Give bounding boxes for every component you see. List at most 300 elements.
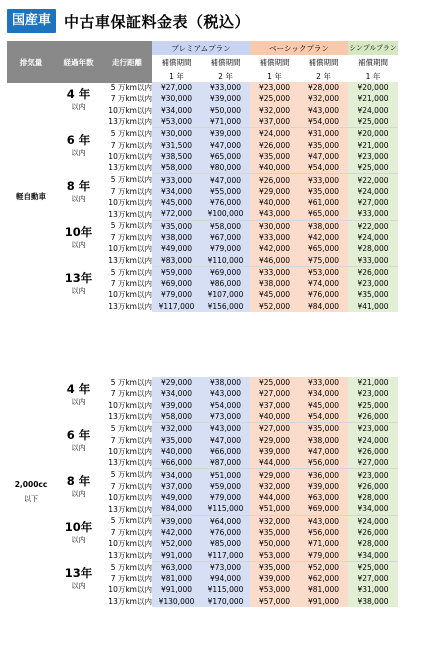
mileage-cell: 10万km以内 <box>108 446 152 456</box>
price-cell: ¥40,000 <box>250 197 299 208</box>
years-suffix: 以内 <box>71 287 86 296</box>
price-cell: ¥61,000 <box>299 197 348 208</box>
price-cell: ¥91,000 <box>152 584 201 595</box>
price-cell: ¥47,000 <box>201 139 250 150</box>
displacement-class-name: 軽自動車 <box>16 192 46 202</box>
category-badge: 国産車 <box>7 9 56 33</box>
price-cell: ¥24,000 <box>348 434 398 445</box>
price-cell: ¥81,000 <box>152 573 201 584</box>
price-cell: ¥27,000 <box>348 457 398 469</box>
price-cell: ¥28,000 <box>348 538 398 549</box>
price-cell: ¥35,000 <box>250 527 299 538</box>
price-cell: ¥43,000 <box>299 105 348 116</box>
years-group <box>55 174 102 220</box>
price-cell: ¥156,000 <box>201 301 250 312</box>
price-cell: ¥23,000 <box>250 82 299 93</box>
price-cell: ¥54,000 <box>201 400 250 411</box>
price-cell: ¥87,000 <box>201 457 250 469</box>
years-suffix: 以内 <box>71 241 86 250</box>
table-row <box>7 266 398 278</box>
price-cell: ¥76,000 <box>299 289 348 300</box>
price-cell: ¥91,000 <box>152 549 201 561</box>
price-cell: ¥58,000 <box>201 220 250 232</box>
price-cell: ¥23,000 <box>348 423 398 435</box>
price-cell: ¥37,000 <box>250 400 299 411</box>
period-label: 補償期間 <box>259 57 290 67</box>
price-cell: ¥50,000 <box>250 538 299 549</box>
price-cell: ¥107,000 <box>201 289 250 300</box>
price-cell: ¥20,000 <box>348 82 398 93</box>
price-cell: ¥65,000 <box>299 243 348 254</box>
price-cell: ¥49,000 <box>152 243 201 254</box>
mileage-cell: 10万km以内 <box>108 585 152 595</box>
price-cell: ¥56,000 <box>299 527 348 538</box>
price-cell: ¥80,000 <box>201 162 250 174</box>
price-cell: ¥34,000 <box>152 105 201 116</box>
price-cell: ¥65,000 <box>299 208 348 220</box>
years-value: 4 年 <box>66 87 91 101</box>
price-cell: ¥71,000 <box>201 116 250 128</box>
price-cell: ¥130,000 <box>152 596 201 607</box>
col-head-displacement: 排気量 <box>7 41 55 83</box>
price-cell: ¥117,000 <box>152 301 201 312</box>
price-cell: ¥26,000 <box>348 481 398 492</box>
price-cell: ¥40,000 <box>250 162 299 174</box>
price-cell: ¥29,000 <box>250 434 299 445</box>
mileage-cell: 7 万km以内 <box>110 279 152 289</box>
price-cell: ¥38,000 <box>152 232 201 243</box>
mileage-cell: 10万km以内 <box>108 400 152 410</box>
price-cell: ¥50,000 <box>201 105 250 116</box>
price-cell: ¥43,000 <box>299 515 348 527</box>
price-cell: ¥39,000 <box>152 515 201 527</box>
mileage-cell: 5 万km以内 <box>110 378 152 388</box>
mileage-cell: 10万km以内 <box>108 290 152 300</box>
price-cell: ¥40,000 <box>250 411 299 423</box>
price-cell: ¥100,000 <box>201 208 250 220</box>
price-cell: ¥64,000 <box>201 515 250 527</box>
price-cell: ¥45,000 <box>299 400 348 411</box>
price-cell: ¥25,000 <box>348 116 398 128</box>
price-cell: ¥38,000 <box>250 278 299 289</box>
years-group <box>55 469 102 515</box>
years-suffix: 以内 <box>71 103 86 111</box>
price-cell: ¥26,000 <box>250 139 299 150</box>
price-cell: ¥26,000 <box>250 174 299 186</box>
mileage-cell: 7 万km以内 <box>110 186 152 196</box>
years-value: 10年 <box>64 225 93 240</box>
price-cell: ¥66,000 <box>152 457 201 469</box>
mileage-cell: 13万km以内 <box>108 209 152 219</box>
price-cell: ¥72,000 <box>152 208 201 220</box>
mileage-cell: 5 万km以内 <box>110 470 152 480</box>
price-cell: ¥84,000 <box>152 503 201 515</box>
years-value: 6 年 <box>66 132 91 147</box>
price-cell: ¥47,000 <box>299 446 348 457</box>
price-cell: ¥54,000 <box>299 411 348 423</box>
years-suffix: 以内 <box>71 398 86 406</box>
years-suffix: 以内 <box>71 536 86 545</box>
price-cell: ¥57,000 <box>250 596 299 607</box>
price-cell: ¥27,000 <box>250 388 299 399</box>
mileage-cell: 10万km以内 <box>108 151 152 161</box>
years-suffix: 以内 <box>71 443 86 452</box>
displacement-class <box>7 82 55 312</box>
price-cell: ¥117,000 <box>201 549 250 561</box>
price-cell: ¥53,000 <box>152 116 201 128</box>
price-cell: ¥24,000 <box>348 186 398 197</box>
price-cell: ¥76,000 <box>201 197 250 208</box>
price-cell: ¥42,000 <box>299 232 348 243</box>
price-cell: ¥23,000 <box>348 278 398 289</box>
years-value: 10年 <box>64 520 93 535</box>
price-cell: ¥59,000 <box>152 266 201 278</box>
price-cell: ¥22,000 <box>348 174 398 186</box>
plan-simple-name: シンプルプラン <box>348 41 398 55</box>
price-cell: ¥33,000 <box>348 254 398 266</box>
price-cell: ¥21,000 <box>348 93 398 104</box>
price-cell: ¥38,500 <box>152 151 201 162</box>
period-label: 補償期間 <box>308 57 339 67</box>
price-cell: ¥47,000 <box>201 174 250 186</box>
price-cell: ¥27,000 <box>152 82 201 93</box>
price-cell: ¥42,000 <box>152 527 201 538</box>
mileage-cell: 5 万km以内 <box>110 562 152 572</box>
years-value: 13年 <box>64 566 93 581</box>
mileage-cell: 5 万km以内 <box>110 129 152 139</box>
period-label: 補償期間 <box>210 57 241 67</box>
table-row <box>7 128 398 140</box>
price-cell: ¥25,000 <box>250 377 299 388</box>
price-cell: ¥29,000 <box>250 469 299 481</box>
price-cell: ¥27,000 <box>348 197 398 208</box>
mileage-cell: 7 万km以内 <box>110 140 152 150</box>
mileage-cell: 5 万km以内 <box>110 175 152 185</box>
period-label: 補償期間 <box>358 57 388 67</box>
price-cell: ¥21,000 <box>348 377 398 388</box>
price-cell: ¥43,000 <box>201 388 250 399</box>
period-value: 2 年 <box>218 71 233 81</box>
price-cell: ¥75,000 <box>299 254 348 266</box>
price-cell: ¥33,000 <box>201 82 250 93</box>
mileage-cell: 7 万km以内 <box>110 574 152 584</box>
displacement-class-name: 2,000cc <box>14 479 48 489</box>
price-cell: ¥115,000 <box>201 503 250 515</box>
years-value: 4 年 <box>66 382 91 396</box>
price-cell: ¥35,000 <box>299 139 348 150</box>
mileage-cell: 13万km以内 <box>108 255 152 265</box>
mileage-cell: 10万km以内 <box>108 198 152 208</box>
price-cell: ¥79,000 <box>299 549 348 561</box>
price-cell: ¥35,000 <box>299 186 348 197</box>
price-cell: ¥170,000 <box>201 596 250 607</box>
plan-header-table <box>7 41 398 83</box>
price-cell: ¥40,000 <box>152 446 201 457</box>
price-cell: ¥73,000 <box>201 411 250 423</box>
price-cell: ¥31,500 <box>152 139 201 150</box>
price-cell: ¥34,000 <box>152 388 201 399</box>
price-cell: ¥69,000 <box>152 278 201 289</box>
price-cell: ¥29,000 <box>152 377 201 388</box>
price-cell: ¥36,000 <box>299 469 348 481</box>
price-cell: ¥76,000 <box>201 527 250 538</box>
mileage-cell: 13万km以内 <box>108 458 152 468</box>
price-cell: ¥39,000 <box>152 400 201 411</box>
price-cell: ¥33,000 <box>250 232 299 243</box>
price-cell: ¥86,000 <box>201 278 250 289</box>
price-cell: ¥31,000 <box>299 128 348 140</box>
page-title: 中古車保証料金表（税込） <box>64 12 251 31</box>
price-cell: ¥69,000 <box>299 503 348 515</box>
price-cell: ¥35,000 <box>250 561 299 573</box>
years-suffix: 以内 <box>71 148 86 157</box>
mileage-cell: 10万km以内 <box>108 105 152 115</box>
price-cell: ¥25,000 <box>348 400 398 411</box>
mileage-cell: 5 万km以内 <box>110 267 152 277</box>
price-cell: ¥46,000 <box>250 254 299 266</box>
price-cell: ¥32,000 <box>152 423 201 435</box>
mileage-cell: 10万km以内 <box>108 244 152 254</box>
price-cell: ¥63,000 <box>299 492 348 503</box>
price-cell: ¥67,000 <box>201 232 250 243</box>
mileage-cell: 13万km以内 <box>108 412 152 422</box>
price-cell: ¥28,000 <box>348 492 398 503</box>
price-cell: ¥52,000 <box>152 538 201 549</box>
price-cell: ¥34,000 <box>152 469 201 481</box>
price-cell: ¥53,000 <box>299 266 348 278</box>
mileage-cell: 5 万km以内 <box>110 83 152 93</box>
page-header <box>7 8 250 34</box>
price-cell: ¥38,000 <box>299 434 348 445</box>
years-value: 8 年 <box>66 178 91 193</box>
price-cell: ¥53,000 <box>250 584 299 595</box>
years-group <box>55 266 102 312</box>
price-cell: ¥42,000 <box>250 243 299 254</box>
mileage-cell: 5 万km以内 <box>110 516 152 526</box>
plan-premium-name: プレミアムプラン <box>152 41 250 55</box>
table-row <box>7 423 398 435</box>
price-cell: ¥24,000 <box>348 515 398 527</box>
price-cell: ¥34,000 <box>299 388 348 399</box>
mileage-cell: 7 万km以内 <box>110 389 152 399</box>
years-suffix: 以内 <box>71 582 86 591</box>
price-cell: ¥41,000 <box>348 301 398 312</box>
table-row <box>7 515 398 527</box>
mileage-cell: 10万km以内 <box>108 493 152 503</box>
mileage-cell: 7 万km以内 <box>110 528 152 537</box>
years-group <box>55 82 102 128</box>
mileage-cell: 13万km以内 <box>108 163 152 173</box>
mileage-cell: 7 万km以内 <box>110 481 152 491</box>
col-head-mileage: 走行距離 <box>102 41 152 83</box>
price-cell: ¥28,000 <box>299 82 348 93</box>
price-cell: ¥39,000 <box>250 573 299 584</box>
mileage-cell: 13万km以内 <box>108 301 152 311</box>
price-cell: ¥20,000 <box>348 128 398 140</box>
price-cell: ¥31,000 <box>348 584 398 595</box>
period-value: 1 年 <box>169 71 184 81</box>
price-cell: ¥85,000 <box>201 538 250 549</box>
price-cell: ¥79,000 <box>201 492 250 503</box>
price-cell: ¥25,000 <box>348 162 398 174</box>
price-cell: ¥43,000 <box>250 208 299 220</box>
price-section-kei <box>7 82 398 312</box>
price-cell: ¥28,000 <box>348 243 398 254</box>
price-cell: ¥55,000 <box>201 186 250 197</box>
price-cell: ¥38,000 <box>201 377 250 388</box>
price-cell: ¥27,000 <box>348 573 398 584</box>
mileage-cell: 5 万km以内 <box>110 424 152 434</box>
table-row <box>7 561 398 573</box>
price-cell: ¥63,000 <box>152 561 201 573</box>
price-cell: ¥33,000 <box>250 266 299 278</box>
price-cell: ¥39,000 <box>201 128 250 140</box>
price-cell: ¥26,000 <box>348 266 398 278</box>
mileage-cell: 5 万km以内 <box>110 221 152 231</box>
mileage-cell: 7 万km以内 <box>110 94 152 104</box>
price-cell: ¥35,000 <box>299 423 348 435</box>
price-cell: ¥35,000 <box>152 220 201 232</box>
price-cell: ¥39,000 <box>201 93 250 104</box>
price-cell: ¥52,000 <box>250 301 299 312</box>
price-cell: ¥26,000 <box>348 446 398 457</box>
price-cell: ¥23,000 <box>348 388 398 399</box>
price-cell: ¥33,000 <box>152 174 201 186</box>
table-row <box>7 82 398 93</box>
mileage-cell: 7 万km以内 <box>110 435 152 445</box>
mileage-cell: 10万km以内 <box>108 539 152 549</box>
mileage-cell: 13万km以内 <box>108 504 152 514</box>
table-row <box>7 469 398 481</box>
period-value: 2 年 <box>316 71 331 81</box>
price-cell: ¥94,000 <box>201 573 250 584</box>
displacement-class <box>7 377 55 607</box>
price-cell: ¥24,000 <box>348 105 398 116</box>
price-cell: ¥66,000 <box>201 446 250 457</box>
years-group <box>55 515 102 561</box>
price-cell: ¥45,000 <box>250 289 299 300</box>
price-cell: ¥24,000 <box>348 232 398 243</box>
price-cell: ¥32,000 <box>250 105 299 116</box>
price-cell: ¥49,000 <box>152 492 201 503</box>
price-cell: ¥58,000 <box>152 162 201 174</box>
mileage-cell: 7 万km以内 <box>110 233 152 242</box>
price-cell: ¥54,000 <box>299 162 348 174</box>
period-label: 補償期間 <box>161 57 192 67</box>
price-cell: ¥38,000 <box>299 220 348 232</box>
price-cell: ¥26,000 <box>348 411 398 423</box>
price-cell: ¥47,000 <box>201 434 250 445</box>
price-cell: ¥39,000 <box>250 446 299 457</box>
price-cell: ¥27,000 <box>250 423 299 435</box>
price-cell: ¥65,000 <box>201 151 250 162</box>
years-group <box>55 377 102 423</box>
price-cell: ¥39,000 <box>299 481 348 492</box>
years-value: 6 年 <box>66 427 91 442</box>
price-cell: ¥21,000 <box>348 139 398 150</box>
price-cell: ¥22,000 <box>348 220 398 232</box>
price-cell: ¥33,000 <box>299 377 348 388</box>
price-cell: ¥32,000 <box>250 515 299 527</box>
price-cell: ¥81,000 <box>299 584 348 595</box>
price-cell: ¥23,000 <box>348 151 398 162</box>
price-cell: ¥37,000 <box>152 481 201 492</box>
price-cell: ¥56,000 <box>299 457 348 469</box>
table-row <box>7 377 398 388</box>
price-cell: ¥30,000 <box>152 93 201 104</box>
price-cell: ¥44,000 <box>250 492 299 503</box>
period-value: 1 年 <box>365 71 381 81</box>
years-suffix: 以内 <box>71 489 86 498</box>
price-cell: ¥84,000 <box>299 301 348 312</box>
price-cell: ¥37,000 <box>250 116 299 128</box>
price-cell: ¥33,000 <box>299 174 348 186</box>
price-cell: ¥30,000 <box>250 220 299 232</box>
price-cell: ¥51,000 <box>201 469 250 481</box>
price-cell: ¥110,000 <box>201 254 250 266</box>
price-cell: ¥115,000 <box>201 584 250 595</box>
mileage-cell: 13万km以内 <box>108 550 152 560</box>
price-cell: ¥38,000 <box>348 596 398 607</box>
price-cell: ¥59,000 <box>201 481 250 492</box>
years-group <box>55 220 102 266</box>
price-cell: ¥83,000 <box>152 254 201 266</box>
price-cell: ¥30,000 <box>152 128 201 140</box>
price-cell: ¥73,000 <box>201 561 250 573</box>
years-value: 8 年 <box>66 473 91 488</box>
price-cell: ¥79,000 <box>201 243 250 254</box>
price-cell: ¥33,000 <box>348 208 398 220</box>
price-cell: ¥35,000 <box>152 434 201 445</box>
period-value: 1 年 <box>267 71 282 81</box>
mileage-cell: 13万km以内 <box>108 117 152 127</box>
price-cell: ¥45,000 <box>152 197 201 208</box>
price-section-2000cc <box>7 377 398 607</box>
table-row <box>7 174 398 186</box>
years-group <box>55 423 102 469</box>
price-cell: ¥58,000 <box>152 411 201 423</box>
price-cell: ¥51,000 <box>250 503 299 515</box>
mileage-cell: 13万km以内 <box>108 596 152 606</box>
years-value: 13年 <box>64 271 93 286</box>
price-cell: ¥35,000 <box>348 289 398 300</box>
years-group <box>55 561 102 607</box>
price-cell: ¥35,000 <box>250 151 299 162</box>
years-suffix: 以内 <box>71 194 86 203</box>
plan-basic-name: ベーシックプラン <box>250 41 348 55</box>
col-head-years: 経過年数 <box>55 41 102 83</box>
displacement-class-sub: 以下 <box>24 494 38 503</box>
price-cell: ¥43,000 <box>201 423 250 435</box>
price-cell: ¥25,000 <box>250 93 299 104</box>
price-cell: ¥91,000 <box>299 596 348 607</box>
price-cell: ¥24,000 <box>250 128 299 140</box>
price-cell: ¥23,000 <box>348 469 398 481</box>
price-cell: ¥53,000 <box>250 549 299 561</box>
price-cell: ¥71,000 <box>299 538 348 549</box>
price-cell: ¥54,000 <box>299 116 348 128</box>
price-cell: ¥26,000 <box>348 527 398 538</box>
price-cell: ¥52,000 <box>299 561 348 573</box>
price-cell: ¥62,000 <box>299 573 348 584</box>
price-cell: ¥25,000 <box>348 561 398 573</box>
table-row <box>7 220 398 232</box>
price-cell: ¥34,000 <box>348 549 398 561</box>
price-cell: ¥32,000 <box>250 481 299 492</box>
years-group <box>55 128 102 174</box>
price-cell: ¥34,000 <box>348 503 398 515</box>
price-cell: ¥74,000 <box>299 278 348 289</box>
